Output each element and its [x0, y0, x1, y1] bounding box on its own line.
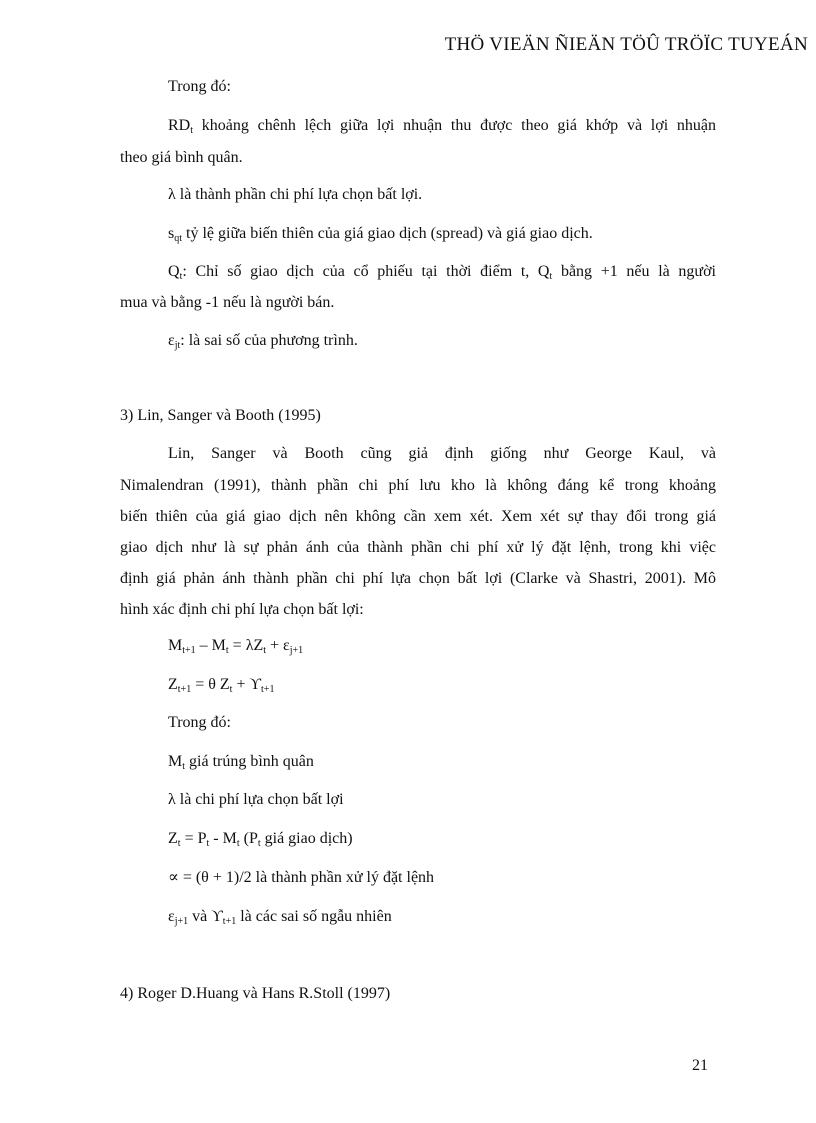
trong-do-label-2: Trong đó: [168, 714, 231, 731]
eq1-m: M [168, 637, 183, 654]
zdef-z-sub: t [177, 838, 181, 849]
paragraph-line [168, 444, 716, 464]
lambda-definition: λ là thành phần chi phí lựa chọn bất lợi. [168, 186, 423, 203]
m-symbol: M [168, 753, 183, 770]
eq2-z-sub: t+1 [177, 684, 192, 695]
zdef-p-sub: t [206, 838, 210, 849]
err-eps-sub: j+1 [174, 916, 189, 927]
rd-symbol: RD [168, 117, 191, 134]
equation-1 [168, 636, 303, 656]
q-symbol: Q [168, 263, 180, 280]
equation-2 [168, 675, 274, 695]
spread-definition [168, 224, 593, 244]
err-y-sub: t+1 [222, 916, 237, 927]
alpha-definition: ∝ = (θ + 1)/2 là thành phần xử lý đặt lệnh [168, 869, 435, 886]
s-subscript: qt [174, 233, 183, 244]
eq1-m2-sub: t [225, 645, 229, 656]
paragraph-line: hình xác định chi phí lựa chọn bất lợi: [120, 601, 364, 618]
paragraph-line: định giá phản ánh thành phần chi phí lựa chọn bất lợi (Clarke và Shastri, 2001). Mô [120, 570, 716, 587]
q-definition-line1 [168, 262, 716, 282]
eq1-z-sub: t [263, 645, 267, 656]
zdef-rest: giá giao dịch) [260, 830, 353, 847]
err-eps: ε [168, 908, 175, 925]
m-text: giá trúng bình quân [185, 753, 314, 770]
zdef-paren-p: (P [239, 830, 258, 847]
eps-symbol: ε [168, 332, 175, 349]
rd-subscript: t [190, 125, 194, 136]
m-subscript: t [182, 761, 186, 772]
q-subscript: t [179, 271, 183, 282]
err-and-y: và ϒ [188, 908, 223, 925]
section-3-heading: 3) Lin, Sanger và Booth (1995) [120, 407, 321, 424]
eq2-y: + ϒ [232, 676, 262, 693]
lambda-definition-2: λ là chi phí lựa chọn bất lợi [168, 791, 344, 808]
s-symbol: s [168, 225, 175, 242]
eq1-eps: + ε [266, 637, 290, 654]
rd-text: khoảng chênh lệch giữa lợi nhuận thu được theo giá khớp và lợi nhuận [201, 117, 717, 134]
rd-definition-line2: theo giá bình quân. [120, 149, 243, 166]
page-number: 21 [692, 1057, 708, 1074]
q-text-subscript: t [549, 271, 553, 282]
paragraph-line: giao dịch như là sự phản ánh của thành phần chi phí xử lý đặt lệnh, trong khi việc [120, 539, 716, 556]
eq2-z2-sub: t [229, 684, 233, 695]
eq1-eps-sub: j+1 [289, 645, 304, 656]
paragraph-line: Nimalendran (1991), thành phần chi phí lưu kho là không đáng kể trong khoảng [120, 477, 716, 494]
zdef-minus-m: - M [209, 830, 237, 847]
spread-text: tỷ lệ giữa biến thiên của giá giao dịch (spread) và giá giao dịch. [182, 225, 593, 242]
m-definition [168, 752, 314, 772]
eps-subscript: jt [174, 340, 181, 351]
err-rest: là các sai số ngẫu nhiên [236, 908, 392, 925]
zdef-p2-sub: t [257, 838, 261, 849]
z-definition [168, 829, 353, 849]
eq1-minus: – M [195, 637, 226, 654]
zdef-m-sub: t [236, 838, 240, 849]
eq2-theta: = θ Z [191, 676, 230, 693]
epsilon-definition [168, 331, 358, 351]
eq2-y-sub: t+1 [261, 684, 275, 695]
zdef-eq-p: = P [180, 830, 207, 847]
eps-text: : là sai số của phương trình. [180, 332, 358, 349]
trong-do-label: Trong đó: [168, 78, 231, 95]
rd-definition-line1 [168, 116, 716, 136]
q-text-b: bằng +1 nếu là người [552, 263, 716, 280]
eq2-z: Z [168, 676, 178, 693]
error-terms-definition [168, 907, 392, 927]
q-definition-line2: mua và bằng -1 nếu là người bán. [120, 294, 335, 311]
eq1-m-sub: t+1 [182, 645, 196, 656]
paragraph-line-text: Lin, Sanger và Booth cũng giả định giống như George Kaul, và [168, 445, 716, 462]
q-text-a: : Chỉ số giao dịch của cổ phiếu tại thời điểm t, Q [182, 263, 550, 280]
paragraph-line: biến thiên của giá giao dịch nên không cần xem xét. Xem xét sự thay đổi trong giá [120, 508, 716, 525]
section-4-heading: 4) Roger D.Huang và Hans R.Stoll (1997) [120, 985, 391, 1002]
zdef-z: Z [168, 830, 178, 847]
header-title: THÖ VIEÄN ÑIEÄN TÖÛ TRÖÏC TUYEÁN [444, 34, 808, 55]
eq1-lambda: = λZ [228, 637, 264, 654]
